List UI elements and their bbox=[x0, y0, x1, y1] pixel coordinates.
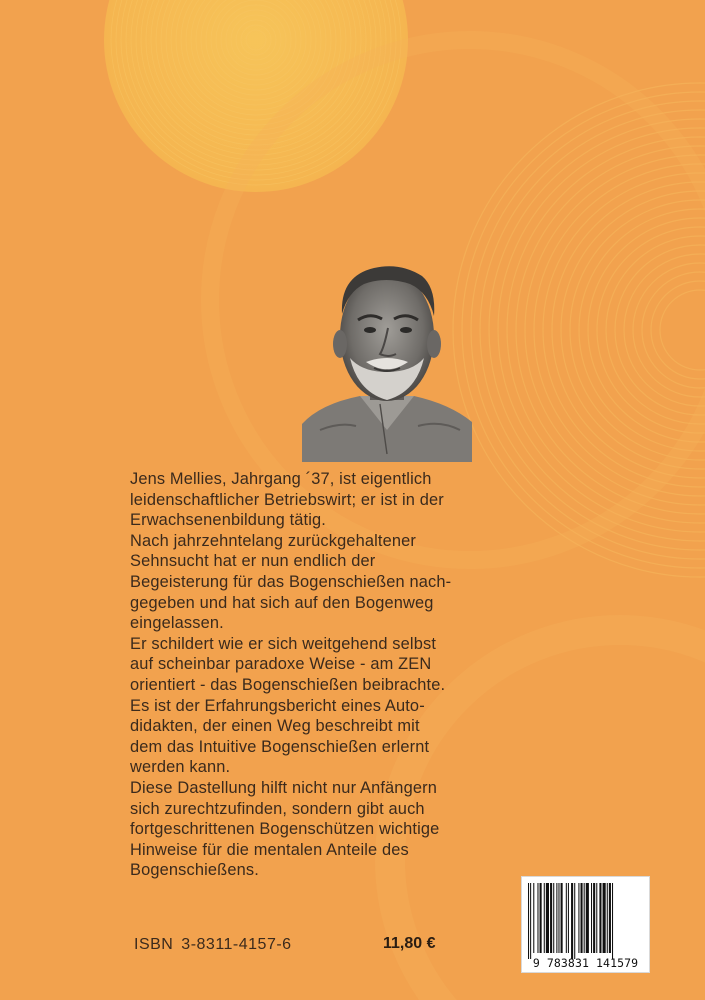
barcode-bar bbox=[586, 883, 589, 953]
barcode-bar bbox=[550, 883, 552, 953]
barcode-bar bbox=[593, 883, 595, 953]
barcode-bar bbox=[571, 883, 573, 959]
bio-paragraph-1 bbox=[130, 469, 482, 531]
bio-line: werden kann. bbox=[130, 758, 231, 777]
barcode-bar bbox=[566, 883, 567, 953]
barcode-bar bbox=[544, 883, 545, 953]
barcode-bar bbox=[533, 883, 534, 953]
bio-line: leidenschaftlicher Betriebswirt; er ist in der bbox=[130, 490, 444, 509]
bio-line: Erwachsenenbildung tätig. bbox=[130, 511, 327, 530]
bio-line: eingelassen. bbox=[130, 614, 224, 633]
bio-paragraph-2 bbox=[130, 531, 482, 634]
barcode-bar bbox=[561, 883, 563, 953]
barcode-bar bbox=[540, 883, 542, 953]
isbn-number: ISBN 3-8311-4157-6 bbox=[134, 936, 292, 953]
barcode-bar bbox=[584, 883, 585, 953]
barcode-bar bbox=[553, 883, 554, 953]
barcode-bar bbox=[568, 883, 569, 953]
bio-line: auf scheinbar paradoxe Weise - am ZEN bbox=[130, 655, 432, 674]
bio-line: Begeisterung für das Bogenschießen nach- bbox=[130, 572, 452, 591]
barcode-bar bbox=[591, 883, 592, 953]
barcode-bar bbox=[609, 883, 611, 953]
bio-line: didakten, der einen Weg beschreibt mit bbox=[130, 717, 420, 736]
bio-paragraph-3 bbox=[130, 634, 482, 778]
bio-line: orientiert - das Bogenschießen beibrachte. bbox=[130, 675, 446, 694]
barcode-bar bbox=[537, 883, 538, 953]
barcode-bar bbox=[599, 883, 601, 953]
author-photo bbox=[300, 254, 474, 462]
bio-line: Diese Dastellung hilft nicht nur Anfängern bbox=[130, 778, 437, 797]
bio-line: Er schildert wie er sich weitgehend selbst bbox=[130, 634, 437, 653]
barcode-bar bbox=[556, 883, 557, 953]
bio-line: Bogenschießens. bbox=[130, 861, 259, 880]
bio-line: gegeben und hat sich auf den Bogenweg bbox=[130, 593, 434, 612]
barcode-bar bbox=[607, 883, 608, 953]
bio-line: Nach jahrzehntelang zurückgehaltener bbox=[130, 531, 417, 550]
barcode-digits: 9 783831 141579 bbox=[532, 956, 639, 970]
barcode-bar bbox=[581, 883, 583, 953]
author-biography bbox=[130, 469, 482, 881]
barcode-bar bbox=[558, 883, 559, 953]
bio-line: sich zurechtzufinden, sondern gibt auch bbox=[130, 799, 425, 818]
barcode-bar bbox=[578, 883, 579, 953]
barcode-bar bbox=[546, 883, 549, 953]
barcode-bar bbox=[528, 883, 529, 959]
barcode-bar bbox=[530, 883, 531, 959]
bio-line: dem das Intuitive Bogenschießen erlernt bbox=[130, 737, 430, 756]
bio-line: Hinweise für die mentalen Anteile des bbox=[130, 840, 409, 859]
price-label: 11,80 € bbox=[383, 935, 436, 952]
bio-line: Es ist der Erfahrungsbericht eines Auto- bbox=[130, 696, 425, 715]
barcode-bar bbox=[612, 883, 613, 959]
bio-paragraph-4 bbox=[130, 778, 482, 881]
barcode-bar bbox=[574, 883, 575, 959]
barcode-bar bbox=[603, 883, 606, 953]
bio-line: Sehnsucht hat er nun endlich der bbox=[130, 552, 376, 571]
barcode bbox=[521, 876, 650, 973]
bio-line: fortgeschrittenen Bogenschützen wichtige bbox=[130, 820, 440, 839]
bio-line: Jens Mellies, Jahrgang ´37, ist eigentlich bbox=[130, 470, 432, 488]
barcode-bar bbox=[596, 883, 597, 953]
